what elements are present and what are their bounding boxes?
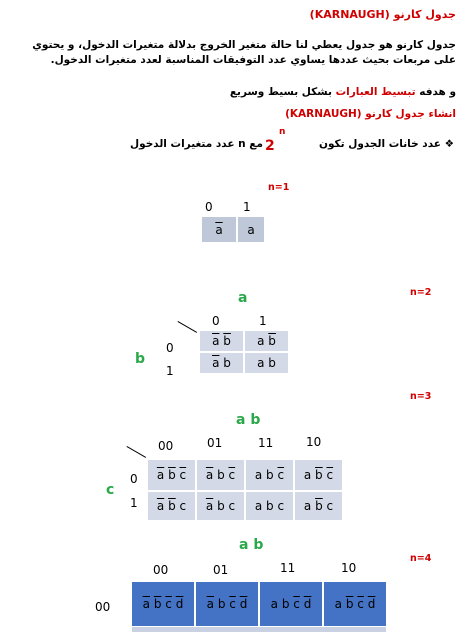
map3-row-label-1: 1 xyxy=(130,496,138,510)
map4-table xyxy=(130,580,388,628)
map2-cell-r1c1: a b xyxy=(245,353,288,373)
map2-col-var: a xyxy=(238,290,248,306)
power-base: 2 xyxy=(265,138,275,154)
map2-cell-r1c0: $\overline{a}$ b xyxy=(200,353,243,373)
map2-row-label-1: 1 xyxy=(166,364,174,378)
map1-header-1: 1 xyxy=(243,200,251,214)
map3-n-label: n=3 xyxy=(410,391,432,402)
map4-cell-3: a $\overline{b}$ $\overline{c}$ $\overline{d}$ xyxy=(324,582,386,626)
map4-header-0: 00 xyxy=(153,563,169,577)
map3-diagonal xyxy=(127,446,147,458)
map2-diagonal xyxy=(178,321,198,333)
map2-cell-r0c1: a $\overline{b}$ xyxy=(245,331,288,351)
goal-highlight: تبسيط العبارات xyxy=(335,86,416,98)
map2-row-label-0: 0 xyxy=(166,341,174,355)
map2-cell-r0c0: $\overline{a}$ $\overline{b}$ xyxy=(200,331,243,351)
map1-cell-0 xyxy=(202,217,236,242)
map3-row-var: c xyxy=(106,482,115,498)
map2-table xyxy=(198,329,290,375)
power-exponent: n xyxy=(279,127,286,137)
map3-header-3: 10 xyxy=(306,435,322,449)
map2-header-1: 1 xyxy=(259,314,267,328)
map3-cell-r1c0: $\overline{a}$ $\overline{b}$ c xyxy=(148,492,195,520)
goal-suffix: بشكل بسيط وسريع xyxy=(229,86,336,98)
map1-cell-1 xyxy=(238,217,264,242)
construct-title: انشاء جدول كارنو (KARNAUGH) xyxy=(285,108,456,120)
map3-header-1: 01 xyxy=(207,436,223,450)
map2-n-label: n=2 xyxy=(410,287,432,298)
map4-next-row-edge xyxy=(132,627,386,632)
goal-prefix: و هدفه xyxy=(415,86,456,98)
map3-col-var: a b xyxy=(236,412,261,428)
map4-n-label: n=4 xyxy=(410,553,432,564)
map4-row-label-0: 00 xyxy=(95,600,111,614)
cells-bullet-text: ❖ عدد خانات الجدول تكون xyxy=(318,138,454,150)
cells-count-line xyxy=(0,127,474,160)
with-n-text: مع n عدد متغيرات الدخول xyxy=(130,138,263,150)
map3-header-0: 00 xyxy=(158,439,174,453)
map3-cell-r0c3: a $\overline{b}$ $\overline{c}$ xyxy=(295,460,342,490)
map4-cell-0: $\overline{a}$ $\overline{b}$ $\overline{c}$ $\overline{d}$ xyxy=(132,582,194,626)
map4-cell-1: $\overline{a}$ b $\overline{c}$ $\overline{d}$ xyxy=(196,582,258,626)
map2-header-0: 0 xyxy=(212,314,220,328)
map1-cell-0-text: $\overline{a}$ xyxy=(215,222,223,237)
map1-n-label: n=1 xyxy=(268,182,290,193)
map3-cell-r0c0: $\overline{a}$ $\overline{b}$ $\overline{c}$ xyxy=(148,460,195,490)
map4-header-2: 11 xyxy=(280,561,296,575)
map3-table xyxy=(146,458,344,522)
map1-table xyxy=(200,215,266,244)
map2-row-var: b xyxy=(135,351,146,367)
map3-cell-r1c1: $\overline{a}$ b c xyxy=(197,492,244,520)
map4-col-var: a b xyxy=(239,537,264,553)
page-title: جدول كارنو (KARNAUGH) xyxy=(309,8,456,21)
map3-cell-r0c2: a b $\overline{c}$ xyxy=(246,460,293,490)
map3-cell-r0c1: $\overline{a}$ b $\overline{c}$ xyxy=(197,460,244,490)
map4-cell-2: a b $\overline{c}$ $\overline{d}$ xyxy=(260,582,322,626)
map4-header-1: 01 xyxy=(213,563,229,577)
map3-cell-r1c2: a b c xyxy=(246,492,293,520)
map3-cell-r1c3: a $\overline{b}$ c xyxy=(295,492,342,520)
map3-row-label-0: 0 xyxy=(130,472,138,486)
goal-line xyxy=(230,86,456,98)
map1-header-0: 0 xyxy=(205,200,213,214)
map1-cell-1-text: a xyxy=(247,222,255,237)
map4-header-3: 10 xyxy=(341,561,357,575)
map3-header-2: 11 xyxy=(258,436,274,450)
intro-paragraph: جدول كارنو هو جدول يعطي لنا حالة متغير الخروج بدلالة متغيرات الدخول، و يحتوي على مربعات بحيث عددها يساوي عدد التوفيقات المناسبة لعدد متغيرات الدخول. xyxy=(32,39,456,66)
